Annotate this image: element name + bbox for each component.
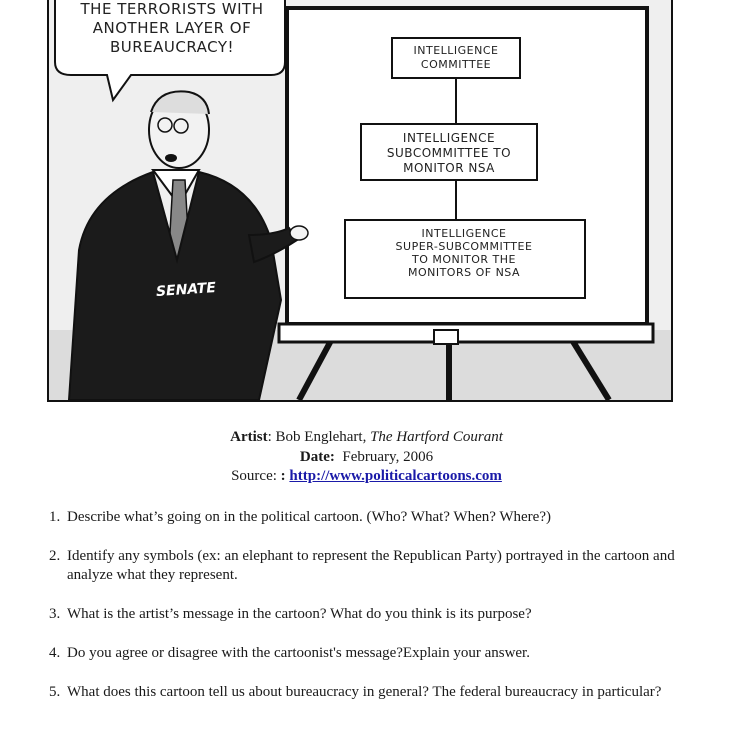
senate-jacket-label: SENATE — [155, 279, 217, 301]
question-number: 3. — [49, 606, 61, 622]
date-line — [0, 448, 733, 468]
org-box-line: INTELLIGENCE — [421, 227, 507, 240]
org-box-subcommittee-label — [364, 131, 534, 176]
question-number: 4. — [49, 645, 61, 661]
question-text: Describe what’s going on in the political cartoon. (Who? What? When? Where?) — [67, 509, 551, 525]
artist-name: : Bob Englehart, — [267, 429, 371, 445]
question-item — [49, 605, 709, 624]
question-item — [49, 644, 709, 663]
source-link[interactable]: http://www.politicalcartoons.com — [289, 468, 502, 484]
speech-line: THE TERRORISTS WITH — [80, 0, 264, 18]
question-number: 5. — [49, 684, 61, 700]
org-box-line: INTELLIGENCE — [413, 44, 499, 57]
org-box-line: SUBCOMMITTEE TO — [386, 146, 512, 160]
org-box-line: COMMITTEE — [420, 58, 492, 71]
org-box-line: MONITOR NSA — [403, 161, 495, 175]
org-box-line: TO MONITOR THE — [412, 253, 516, 266]
artist-line — [0, 428, 733, 448]
question-number: 1. — [49, 509, 61, 525]
question-item — [49, 683, 709, 702]
date-value: February, 2006 — [334, 448, 434, 465]
org-box-line: SUPER-SUBCOMMITTEE — [395, 240, 533, 253]
cartoon-credits — [0, 428, 733, 487]
question-item — [49, 508, 709, 527]
source-label: Source: — [231, 468, 281, 484]
artist-label: Artist — [230, 429, 268, 445]
speech-line: ANOTHER LAYER OF — [92, 19, 252, 37]
speech-bubble-text — [67, 0, 277, 57]
publication-name: The Hartford Courant — [370, 429, 503, 445]
question-text: What does this cartoon tell us about bureaucracy in general? The federal bureaucracy in particular? — [67, 684, 662, 700]
org-box-line: INTELLIGENCE — [402, 131, 496, 145]
org-box-line: MONITORS OF NSA — [407, 266, 521, 279]
source-line — [0, 467, 733, 487]
question-text: Do you agree or disagree with the cartoonist's message?Explain your answer. — [67, 645, 530, 661]
question-text: Identify any symbols (ex: an elephant to represent the Republican Party) portrayed in the cartoon and analyze what they represent. — [67, 548, 675, 583]
speech-line: BUREAUCRACY! — [109, 38, 235, 56]
political-cartoon — [47, 0, 673, 402]
question-number: 2. — [49, 548, 61, 564]
org-box-committee-label — [396, 44, 516, 72]
org-box-super-subcommittee-label — [349, 227, 579, 279]
question-text: What is the artist’s message in the cartoon? What do you think is its purpose? — [67, 606, 532, 622]
question-list — [49, 508, 709, 722]
cartoon-drawing — [49, 0, 671, 400]
source-colon: : — [280, 468, 290, 484]
date-label: Date: — [299, 448, 335, 465]
question-item — [49, 547, 709, 585]
